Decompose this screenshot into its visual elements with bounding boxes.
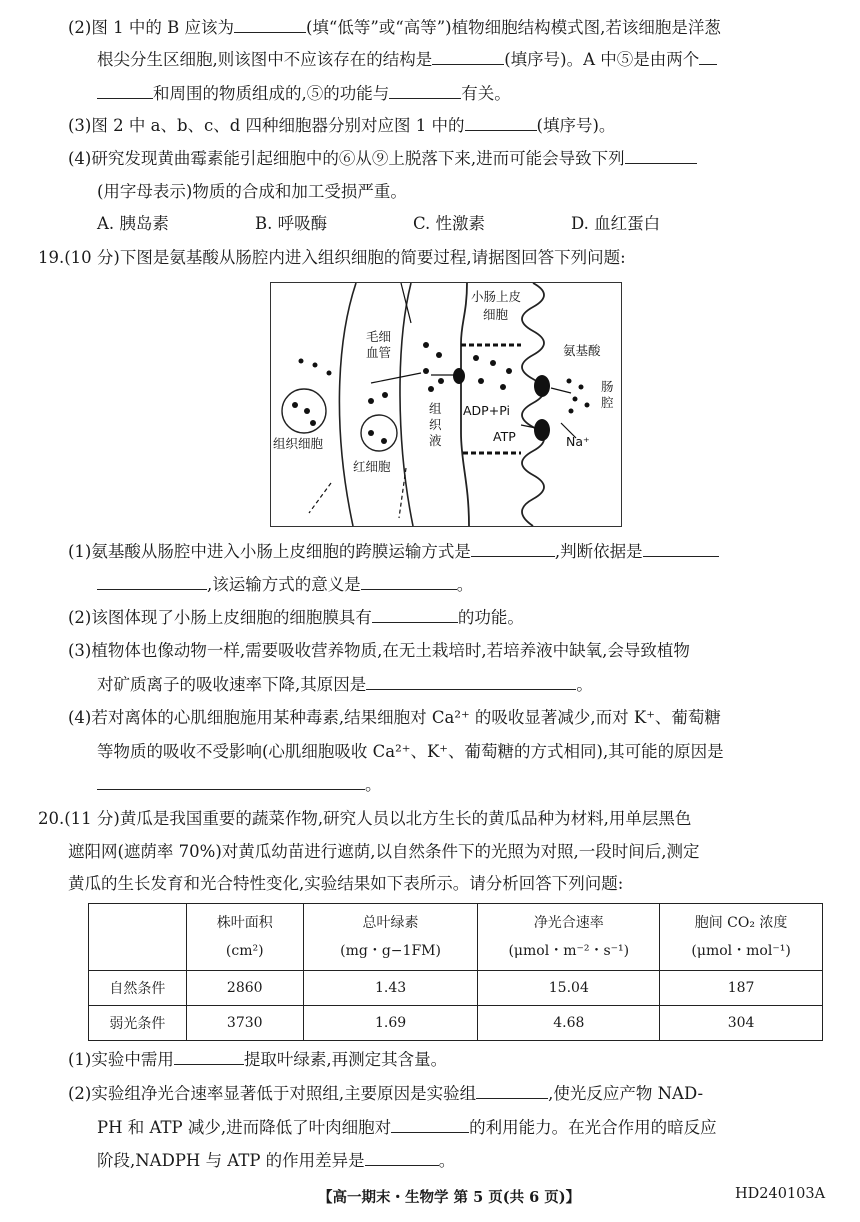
table-row xyxy=(89,1006,823,1041)
q19-part4-line2: 等物质的吸收不受影响(心肌细胞吸收 Ca²⁺、K⁺、葡萄糖的方式相同),其可能的原因是 xyxy=(97,742,724,761)
label-adp: ADP+Pi xyxy=(463,403,510,418)
label-tissue-cell: 组织细胞 xyxy=(273,436,324,451)
basal-carrier xyxy=(453,368,465,384)
q18-part2-line3: 和周围的物质组成的,⑤的功能与 有关。 xyxy=(97,82,511,106)
table-cell: 187 xyxy=(660,971,823,1006)
page-footer-code: HD240103A xyxy=(735,1186,826,1202)
answer-blank[interactable] xyxy=(432,48,504,65)
q18-part4-line1: (4)研究发现黄曲霉素能引起细胞中的⑥从⑨上脱落下来,进而可能会导致下列 xyxy=(68,147,697,171)
q18-part2-line1: (2)图 1 中的 B 应该为 (填“低等”或“高等”)植物细胞结构模式图,若该细胞是洋葱 xyxy=(68,18,721,37)
answer-blank[interactable] xyxy=(97,573,207,590)
label-rbc: 红细胞 xyxy=(353,459,391,474)
q20-part2-line3: 阶段,NADPH 与 ATP 的作用差异是 。 xyxy=(97,1151,456,1170)
answer-blank[interactable] xyxy=(97,773,365,790)
answer-blank[interactable] xyxy=(476,1082,548,1099)
amino-acid-transport-diagram xyxy=(270,282,622,527)
label-capillary-2: 血管 xyxy=(366,345,392,360)
label-epithelial-1: 小肠上皮 xyxy=(471,289,522,304)
option-d[interactable]: D. 血红蛋白 xyxy=(571,214,661,233)
option-b[interactable]: B. 呼吸酶 xyxy=(255,214,328,233)
table-cell: 2860 xyxy=(186,971,303,1006)
q18-part4-line2: (用字母表示)物质的合成和加工受损严重。 xyxy=(97,182,407,201)
answer-blank[interactable] xyxy=(471,540,555,557)
table-header-cell: 株叶面积 (cm²) xyxy=(186,904,303,971)
answer-blank[interactable] xyxy=(366,673,576,690)
answer-blank[interactable] xyxy=(365,1149,439,1166)
q19-part1-line1: (1)氨基酸从肠腔中进入小肠上皮细胞的跨膜运输方式是 ,判断依据是 xyxy=(68,540,719,564)
q20-stem-line1: 20.(11 分)黄瓜是我国重要的蔬菜作物,研究人员以北方生长的黄瓜品种为材料,用单层黑色 xyxy=(38,809,692,828)
answer-blank[interactable] xyxy=(389,82,461,99)
table-cell: 1.69 xyxy=(303,1006,478,1041)
page-footer-center: 【高一期末・生物学 第 5 页(共 6 页)】 xyxy=(318,1189,581,1206)
answer-blank[interactable] xyxy=(465,114,537,131)
answer-blank[interactable] xyxy=(625,147,697,164)
capillary-wall-right xyxy=(400,283,413,526)
q20-stem-line2: 遮阳网(遮荫率 70%)对黄瓜幼苗进行遮荫,以自然条件下的光照为对照,一段时间后,测定 xyxy=(68,842,700,861)
answer-blank[interactable] xyxy=(643,540,719,557)
label-epithelial-2: 细胞 xyxy=(483,307,509,322)
table-corner-cell xyxy=(89,904,187,971)
table-row xyxy=(89,971,823,1006)
table-header-row xyxy=(89,904,823,971)
label-atp: ATP xyxy=(493,429,516,444)
label-amino-acid: 氨基酸 xyxy=(563,343,601,358)
table-header-cell: 总叶绿素 (mg・g−1FM) xyxy=(303,904,478,971)
q20-part1: (1)实验中需用 提取叶绿素,再测定其含量。 xyxy=(68,1050,448,1069)
results-table xyxy=(88,903,823,1041)
answer-blank[interactable] xyxy=(97,82,153,99)
q19-part2: (2)该图体现了小肠上皮细胞的细胞膜具有 的功能。 xyxy=(68,608,524,627)
carrier-protein xyxy=(534,375,550,397)
label-lumen-1: 肠 xyxy=(601,379,614,394)
epithelial-membrane-apical xyxy=(522,283,544,526)
answer-blank[interactable] xyxy=(391,1116,469,1133)
table-cell: 4.68 xyxy=(478,1006,660,1041)
label-fluid-2: 织 xyxy=(429,417,442,432)
q19-part3-line2: 对矿质离子的吸收速率下降,其原因是 。 xyxy=(97,675,593,694)
q19-part1-line2: ,该运输方式的意义是 。 xyxy=(97,573,473,597)
diagram-svg xyxy=(271,283,621,526)
label-na: Na⁺ xyxy=(566,434,590,449)
q18-part2-line2: 根尖分生区细胞,则该图中不应该存在的结构是 (填序号)。A 中⑤是由两个 xyxy=(97,48,717,72)
label-lumen-2: 腔 xyxy=(601,395,614,410)
table-cell: 304 xyxy=(660,1006,823,1041)
red-blood-cell xyxy=(361,415,397,451)
table-header-cell: 胞间 CO₂ 浓度 (μmol・mol⁻¹) xyxy=(660,904,823,971)
label-fluid-1: 组 xyxy=(429,401,442,416)
q18-part3: (3)图 2 中 a、b、c、d 四种细胞器分别对应图 1 中的 (填序号)。 xyxy=(68,116,616,135)
option-a[interactable]: A. 胰岛素 xyxy=(97,214,169,233)
label-capillary-1: 毛细 xyxy=(366,329,392,344)
row-label: 弱光条件 xyxy=(89,1006,187,1041)
table-cell: 1.43 xyxy=(303,971,478,1006)
q19-stem: 19.(10 分)下图是氨基酸从肠腔内进入组织细胞的简要过程,请据图回答下列问题: xyxy=(38,248,626,267)
answer-blank[interactable] xyxy=(699,48,717,65)
answer-blank[interactable] xyxy=(174,1048,244,1065)
label-fluid-3: 液 xyxy=(429,433,442,448)
q18-options xyxy=(97,212,660,236)
table-cell: 15.04 xyxy=(478,971,660,1006)
answer-blank[interactable] xyxy=(372,606,458,623)
row-label: 自然条件 xyxy=(89,971,187,1006)
table-cell: 3730 xyxy=(186,1006,303,1041)
answer-blank[interactable] xyxy=(234,16,306,33)
capillary-wall-left xyxy=(339,283,356,526)
table-header-cell: 净光合速率 (μmol・m⁻²・s⁻¹) xyxy=(478,904,660,971)
q20-stem-line3: 黄瓜的生长发育和光合特性变化,实验结果如下表所示。请分析回答下列问题: xyxy=(68,874,624,893)
q19-part4-line1: (4)若对离体的心肌细胞施用某种毒素,结果细胞对 Ca²⁺ 的吸收显著减少,而对 K⁺、葡萄糖 xyxy=(68,708,721,727)
q20-part2-line1: (2)实验组净光合速率显著低于对照组,主要原因是实验组 ,使光反应产物 NAD- xyxy=(68,1084,704,1103)
q20-part2-line2: PH 和 ATP 减少,进而降低了叶肉细胞对 的利用能力。在光合作用的暗反应 xyxy=(97,1118,717,1137)
q19-part4-line3: 。 xyxy=(97,773,382,797)
answer-blank[interactable] xyxy=(361,573,457,590)
carrier-protein xyxy=(534,419,550,441)
option-c[interactable]: C. 性激素 xyxy=(413,214,486,233)
q19-part3-line1: (3)植物体也像动物一样,需要吸收营养物质,在无土栽培时,若培养液中缺氧,会导致植物 xyxy=(68,641,690,660)
